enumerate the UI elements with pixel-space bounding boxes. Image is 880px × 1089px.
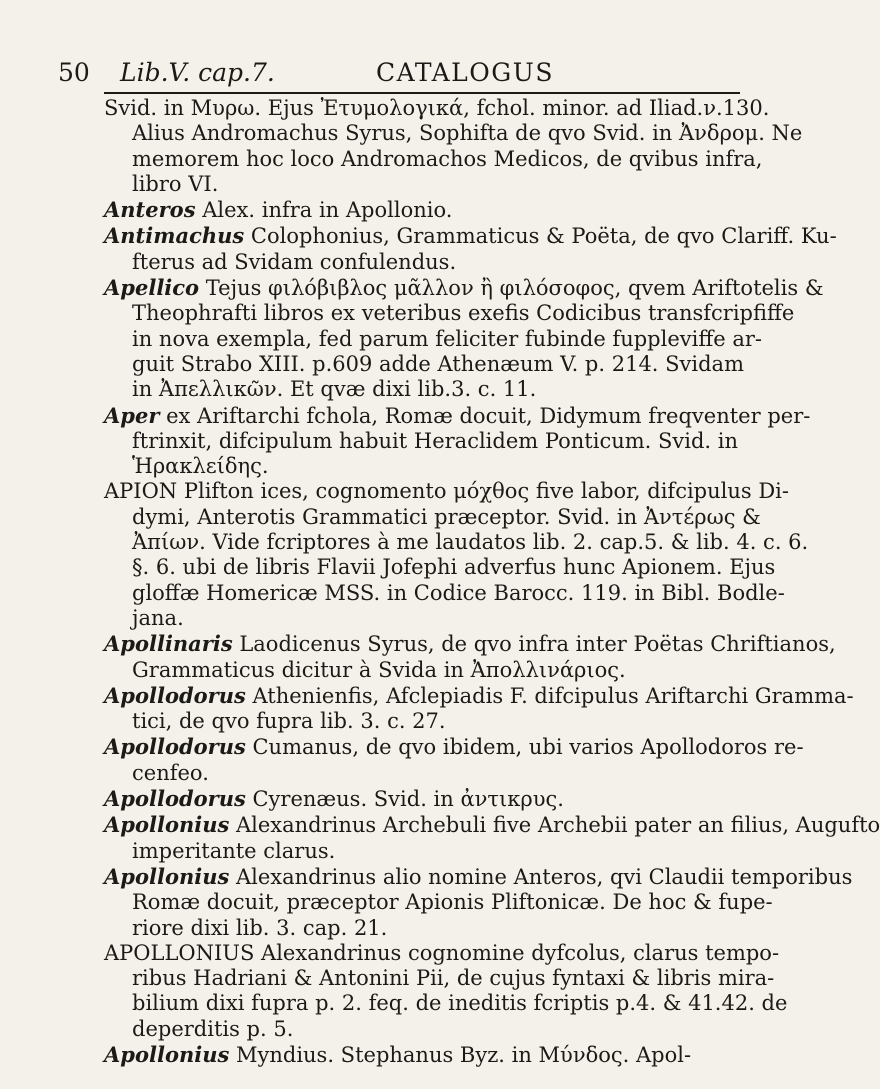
entry-text: Alius Andromachus Syrus, Sophifta de qvo Svid. in Ἀνδρομ. Ne [132, 121, 803, 146]
entry-line [104, 454, 744, 479]
entry-text: Cyrenæus. Svid. in ἀντικρυς. [252, 787, 564, 812]
page-number: 50 [58, 58, 90, 87]
entry-text: Myndius. Stephanus Byz. in Μύνδος. Apol- [235, 1042, 692, 1067]
catalogue-entry [104, 402, 811, 480]
entry-text: Laodicenus Syrus, de qvo infra inter Poëtas Chriftianos, [239, 632, 836, 657]
catalogue-entry [104, 1042, 744, 1068]
entry-text: ribus Hadriani & Antonini Pii, de cujus fyntaxi & libris mira- [132, 966, 775, 991]
entry-line [104, 734, 804, 760]
entry-line [104, 275, 824, 301]
chapter-reference: Lib.V. cap.7. [120, 58, 275, 87]
entry-line [104, 301, 795, 326]
catalogue-entry [104, 275, 824, 402]
catalogue-entry [104, 863, 853, 941]
entry-line [104, 352, 744, 377]
entry-text: Cumanus, de qvo ibidem, ubi varios Apollodoros re- [252, 735, 804, 760]
entry-line [104, 658, 744, 683]
entry-line [104, 504, 761, 530]
entry-line [104, 916, 744, 941]
entry-text: Alex. infra in Apollonio. [202, 198, 453, 223]
entry-text: guit Strabo XIII. p.609 adde Athenæum V. p. 214. Svidam [132, 351, 744, 376]
catalogue-entry [104, 786, 744, 812]
entry-line [104, 709, 744, 734]
entry-line [104, 966, 775, 991]
entry-text: §. 6. ubi de libris Flavii Jofephi adverfus hunc Apionem. Ejus [132, 555, 776, 580]
entry-line [104, 530, 809, 555]
catalogue-entry [104, 812, 880, 864]
entry-line [104, 991, 788, 1016]
catalogue-entry [104, 479, 809, 631]
catalogue-text [104, 96, 880, 1068]
entry-text: imperitante clarus. [132, 838, 336, 863]
entry-text: ex Ariftarchi fchola, Romæ docuit, Didymum freqventer per- [166, 403, 811, 428]
entry-text: in Ἀπελλικῶν. Et qvæ dixi lib.3. c. 11. [132, 377, 537, 402]
catalogue-entry [104, 631, 836, 683]
entry-line [104, 479, 789, 504]
catalogue-entry [104, 96, 803, 197]
entry-line [104, 429, 744, 454]
catalogue-entry [104, 940, 788, 1042]
catalogue-entry [104, 197, 744, 223]
entry-line [104, 580, 785, 606]
entry-text: APION Plifton ices, cognomento μόχθος five labor, difcipulus Di- [104, 479, 789, 504]
entry-text: Grammaticus dicitur à Svida in Ἀπολλινάριος. [132, 657, 626, 682]
entry-line [104, 326, 763, 352]
entry-head: Apollodorus [104, 786, 246, 812]
entry-text: tici, de qvo fupra lib. 3. c. 27. [132, 709, 446, 734]
entry-line [104, 250, 744, 275]
entry-line [104, 682, 854, 709]
entry-line [104, 631, 836, 657]
entry-text: gloffæ Homericæ MSS. in Codice Barocc. 119. in Bibl. Bodle- [132, 580, 785, 605]
entry-head: Apollinaris [104, 631, 233, 657]
entry-line [104, 402, 811, 429]
entry-line [104, 96, 770, 121]
entry-text: Alexandrinus Archebuli five Archebii pater an filius, Augufto [235, 813, 880, 838]
entry-line [104, 863, 853, 890]
entry-head: Apollodorus [104, 734, 246, 760]
entry-line [104, 1042, 744, 1068]
entry-line [104, 839, 744, 864]
entry-line [104, 1017, 744, 1042]
entry-head: Antimachus [104, 223, 245, 249]
entry-line [104, 890, 773, 915]
header-rule [104, 92, 740, 94]
entry-head: Apollonius [104, 1041, 230, 1067]
entry-line [104, 377, 744, 402]
entry-text: cenfeo. [132, 760, 209, 785]
entry-text: in nova exempla, fed parum feliciter fubinde fuppleviffe ar- [132, 326, 763, 351]
entry-head: Aper [104, 402, 160, 428]
entry-line [104, 555, 776, 580]
entry-text: APOLLONIUS Alexandrinus cognomine dyfcolus, clarus tempo- [104, 940, 780, 965]
entry-line [104, 786, 744, 812]
catalogue-entry [104, 734, 804, 786]
catalogue-entry [104, 223, 837, 275]
entry-text: Romæ docuit, præceptor Apionis Pliftonicæ. De hoc & fupe- [132, 890, 773, 915]
entry-text: bilium dixi fupra p. 2. feq. de ineditis fcriptis p.4. & 41.42. de [132, 991, 788, 1016]
entry-head: Apollonius [104, 812, 230, 838]
entry-text: memorem hoc loco Andromachos Medicos, de qvibus infra, [132, 146, 763, 171]
entry-text: Tejus φιλόβιβλος μᾶλλον ἢ φιλόσοφος, qvem Ariftotelis & [205, 276, 824, 301]
entry-line [104, 172, 744, 197]
entry-head: Apellico [104, 275, 200, 301]
entry-line [104, 940, 780, 966]
entry-head: Anteros [104, 197, 196, 223]
entry-text: Ἡρακλείδης. [132, 454, 269, 479]
running-title: CATALOGUS [376, 58, 554, 87]
entry-text: Colophonius, Grammaticus & Poëta, de qvo Clariff. Ku- [250, 224, 837, 249]
entry-line [104, 223, 837, 249]
entry-head: Apollodorus [104, 682, 246, 708]
entry-text: ftrinxit, difcipulum habuit Heraclidem Ponticum. Svid. in [132, 428, 738, 453]
running-header [58, 56, 758, 90]
entry-line [104, 146, 763, 172]
entry-line [104, 812, 880, 838]
entry-line [104, 121, 803, 146]
entry-line [104, 197, 744, 223]
entry-text: Theophrafti libros ex veteribus exefis Codicibus transfcripfiffe [132, 301, 795, 326]
entry-text: libro VI. [132, 171, 219, 196]
entry-line [104, 606, 744, 631]
entry-text: Svid. in Μυρω. Ejus Ἐτυμολογικά, fchol. minor. ad Iliad.ν.130. [104, 96, 770, 120]
entry-line [104, 761, 744, 786]
entry-head: Apollonius [104, 863, 230, 889]
entry-text: fterus ad Svidam confulendus. [132, 249, 457, 274]
entry-text: Athenienfis, Afclepiadis F. difcipulus Ariftarchi Gramma- [252, 683, 854, 708]
entry-text: jana. [132, 605, 184, 630]
catalogue-entry [104, 682, 854, 735]
entry-text: dymi, Anterotis Grammatici præceptor. Svid. in Ἀντέρως & [132, 504, 761, 529]
entry-text: Alexandrinus alio nomine Anteros, qvi Claudii temporibus [235, 864, 853, 889]
entry-text: Ἀπίων. Vide fcriptores à me laudatos lib. 2. cap.5. & lib. 4. c. 6. [132, 530, 809, 555]
entry-text: deperditis p. 5. [132, 1016, 294, 1041]
entry-text: riore dixi lib. 3. cap. 21. [132, 915, 388, 940]
